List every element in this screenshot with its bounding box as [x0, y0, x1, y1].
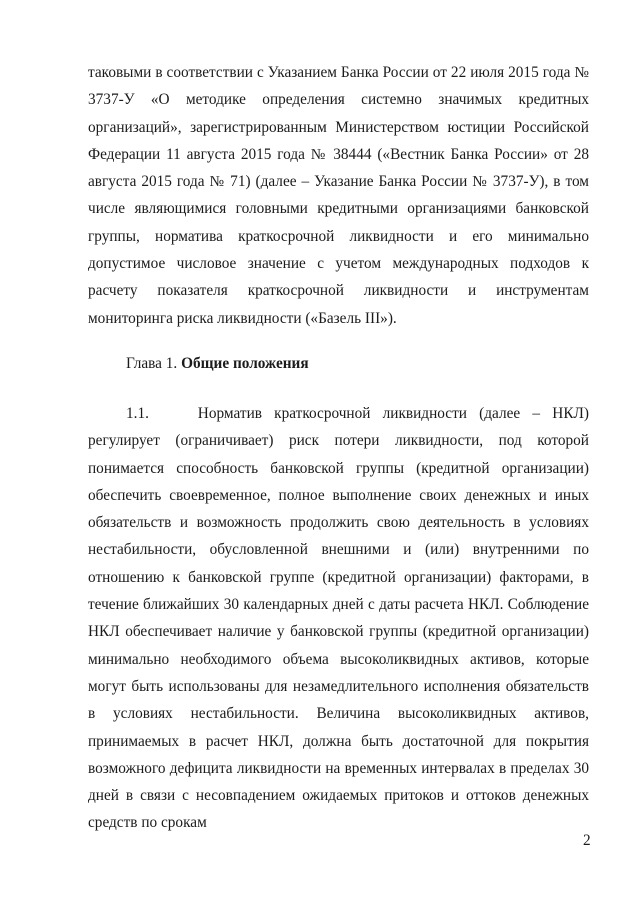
chapter-title: Общие положения [181, 355, 309, 372]
paragraph-1-1: 1.1. Норматив краткосрочной ликвидности (далее – НКЛ) регулирует (ограничивает) риск потери ликвидности, под которой понимается способность банковской группы (кредитной организации) обеспечить своевременное, полное выполнение своих денежных и иных обязательств и возможность продолжить свою деятельность в условиях нестабильности, обусловленной внешними и (или) внутренними по отношению к банковской группе (кредитной организации) факторами, в течение ближайших 30 календарных дней с даты расчета НКЛ. Соблюдение НКЛ обеспечивает наличие у банковской группы (кредитной организации) минимально необходимого объема высоколиквидных активов, которые могут быть использованы для незамедлительного исполнения обязательств в условиях нестабильности. Величина высоколиквидных активов, принимаемых в расчет НКЛ, должна быть достаточной для покрытия возможного дефицита ликвидности на временных интервалах в пределах 30 дней в связи с несовпадением ожидаемых притоков и оттоков денежных средств по срокам [88, 405, 593, 832]
paragraph-continuation: таковыми в соответствии с Указанием Банка России от 22 июля 2015 года № 3737-У «О методике определения системно значимых кредитных организаций», зарегистрированным Министерством юстиции Российской Федерации 11 августа 2015 года № 38444 («Вестник Банка России» от 28 августа 2015 года № 71) (далее – Указание Банка России № 3737-У), в том числе являющимися головными кредитными организациями банковской группы, норматива краткосрочной ликвидности и его минимально допустимое числовое значение с учетом международных подходов к расчету показателя краткосрочной ликвидности и инструментам мониторинга риска ликвидности («Базель III»). [88, 64, 589, 327]
page-number: 2 [583, 832, 591, 849]
chapter-heading [126, 350, 309, 377]
chapter-number: Глава 1. [126, 355, 178, 372]
